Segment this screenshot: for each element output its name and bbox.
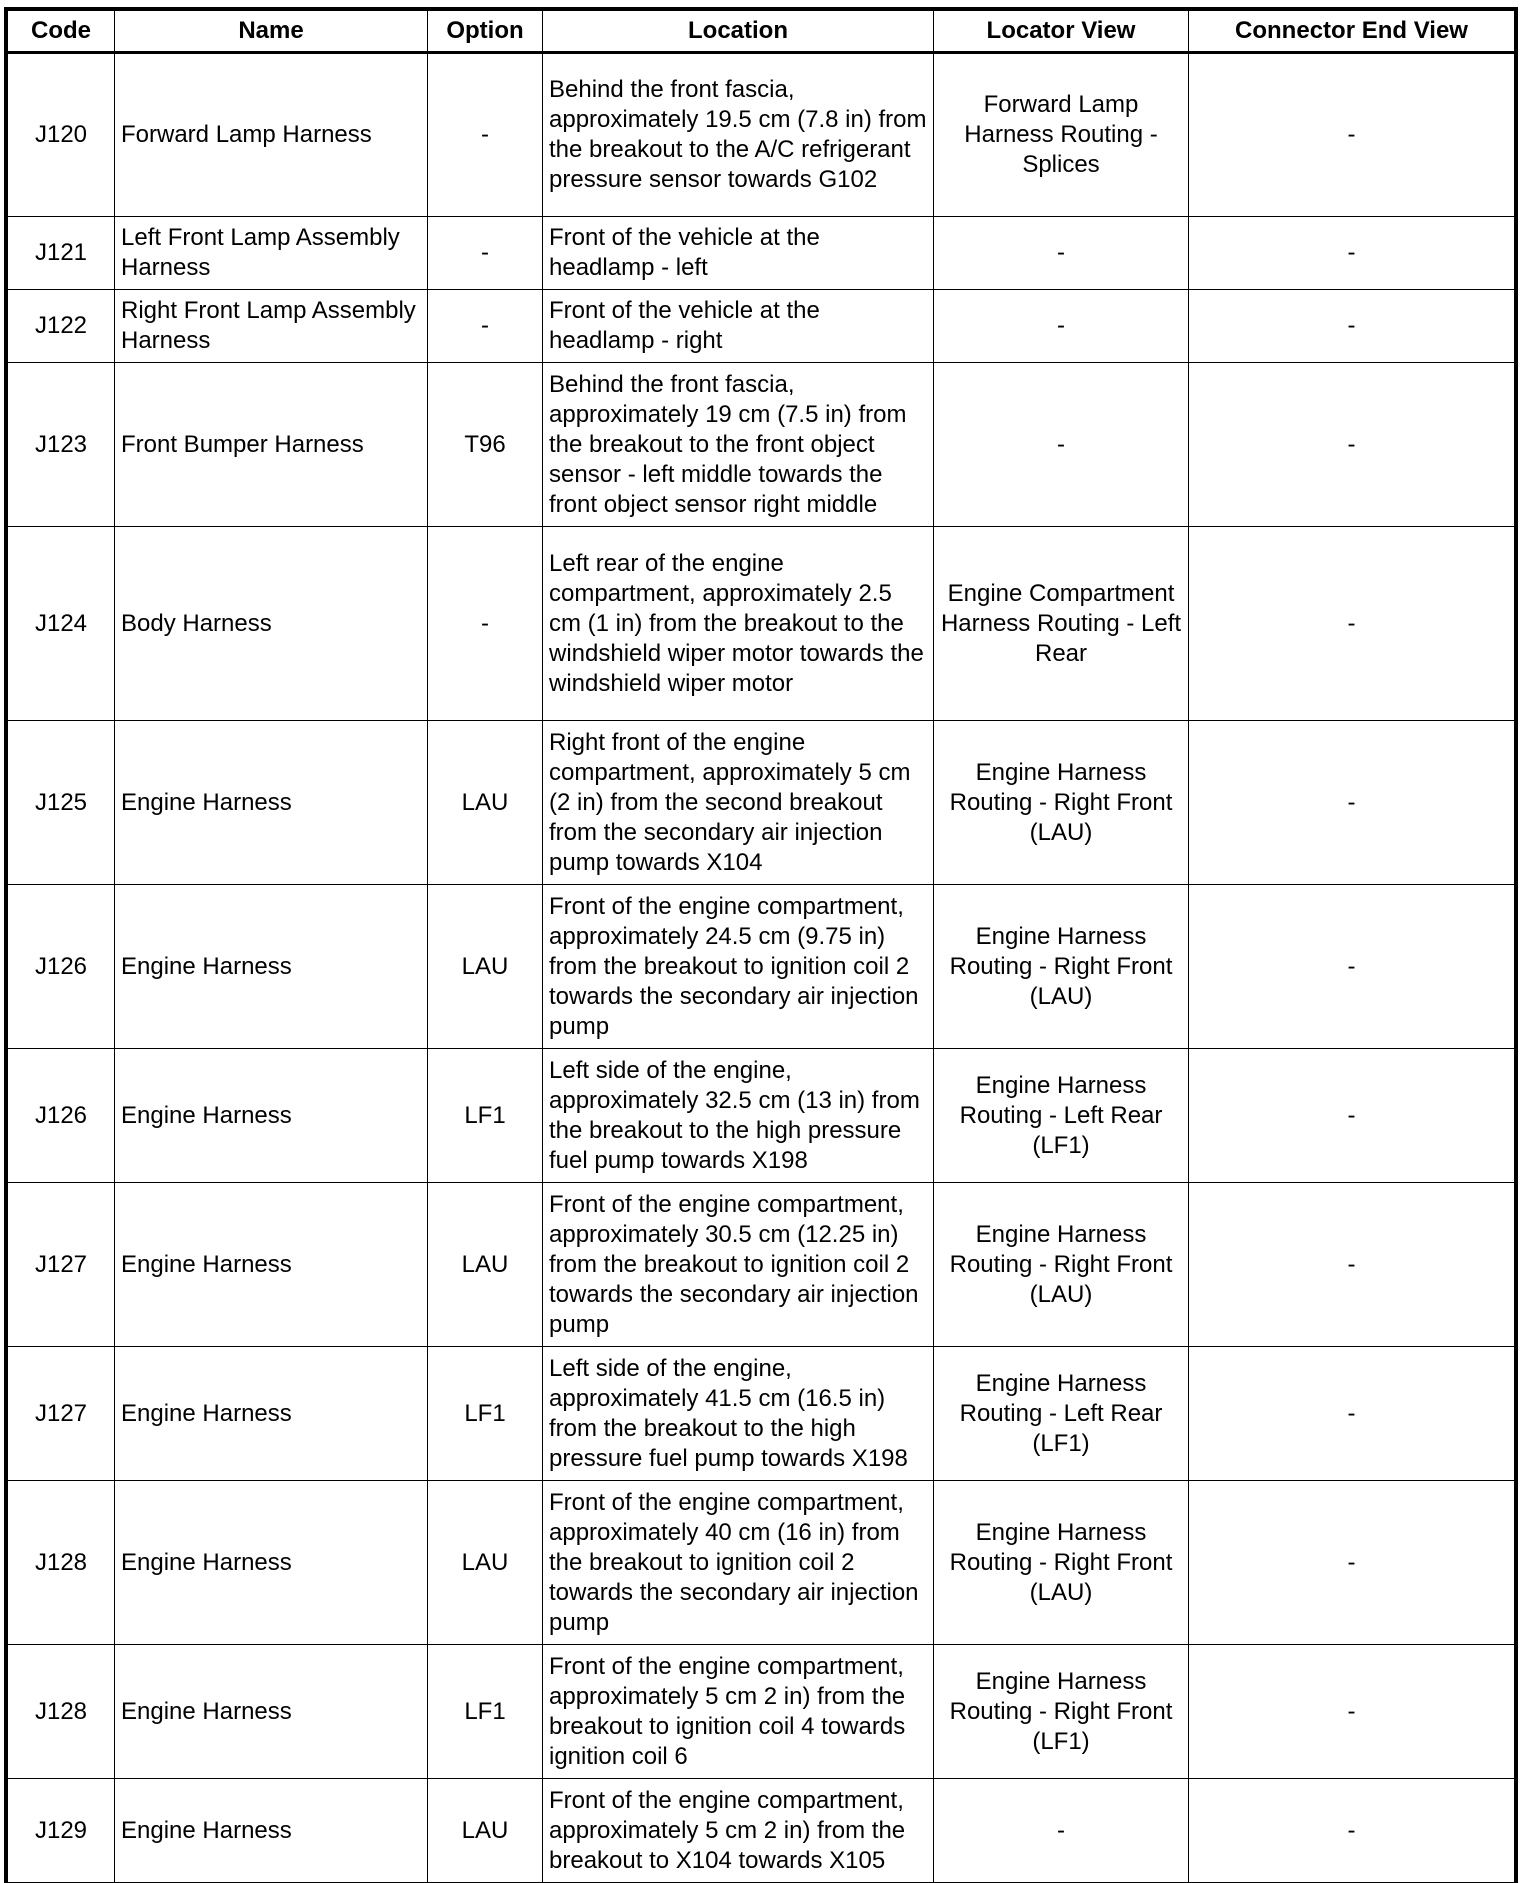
cell-name: Engine Harness <box>115 1049 428 1183</box>
table-row <box>8 1183 1515 1347</box>
cell-option: LF1 <box>428 1645 543 1779</box>
cell-code: J129 <box>8 1779 115 1883</box>
cell-location: Left side of the engine, approximately 41.5 cm (16.5 in) from the breakout to the high pressure fuel pump towards X198 <box>543 1347 934 1481</box>
cell-connector-end-view: - <box>1189 885 1515 1049</box>
cell-code: J120 <box>8 53 115 217</box>
cell-name: Engine Harness <box>115 1481 428 1645</box>
cell-locator-view: Engine Harness Routing - Right Front (LAU) <box>934 1481 1189 1645</box>
header-name: Name <box>115 11 428 53</box>
cell-code: J122 <box>8 290 115 363</box>
cell-name: Body Harness <box>115 527 428 721</box>
cell-code: J127 <box>8 1183 115 1347</box>
cell-code: J126 <box>8 1049 115 1183</box>
cell-connector-end-view: - <box>1189 217 1515 290</box>
cell-code: J123 <box>8 363 115 527</box>
cell-connector-end-view: - <box>1189 1645 1515 1779</box>
cell-location: Front of the engine compartment, approximately 30.5 cm (12.25 in) from the breakout to ignition coil 2 towards the secondary air injection pump <box>543 1183 934 1347</box>
cell-connector-end-view: - <box>1189 1049 1515 1183</box>
header-location: Location <box>543 11 934 53</box>
cell-code: J126 <box>8 885 115 1049</box>
cell-name: Engine Harness <box>115 1645 428 1779</box>
header-code: Code <box>8 11 115 53</box>
cell-locator-view: - <box>934 363 1189 527</box>
cell-location: Behind the front fascia, approximately 19.5 cm (7.8 in) from the breakout to the A/C refrigerant pressure sensor towards G102 <box>543 53 934 217</box>
cell-location: Front of the vehicle at the headlamp - left <box>543 217 934 290</box>
table-row <box>8 290 1515 363</box>
cell-code: J127 <box>8 1347 115 1481</box>
cell-connector-end-view: - <box>1189 1481 1515 1645</box>
cell-locator-view: Engine Harness Routing - Right Front (LAU) <box>934 885 1189 1049</box>
cell-location: Front of the engine compartment, approximately 5 cm 2 in) from the breakout to X104 towards X105 <box>543 1779 934 1883</box>
cell-location: Left side of the engine, approximately 32.5 cm (13 in) from the breakout to the high pressure fuel pump towards X198 <box>543 1049 934 1183</box>
table-row <box>8 53 1515 217</box>
header-connector-end-view: Connector End View <box>1189 11 1515 53</box>
table-row <box>8 1645 1515 1779</box>
table-body <box>8 53 1515 1883</box>
cell-code: J128 <box>8 1645 115 1779</box>
cell-connector-end-view: - <box>1189 363 1515 527</box>
table-row <box>8 1481 1515 1645</box>
cell-name: Forward Lamp Harness <box>115 53 428 217</box>
cell-location: Left rear of the engine compartment, approximately 2.5 cm (1 in) from the breakout to the windshield wiper motor towards the windshield wiper motor <box>543 527 934 721</box>
table-row <box>8 1779 1515 1883</box>
header-row <box>8 11 1515 53</box>
cell-connector-end-view: - <box>1189 1183 1515 1347</box>
cell-option: LF1 <box>428 1049 543 1183</box>
cell-option: LAU <box>428 1779 543 1883</box>
splice-location-table <box>7 10 1515 1883</box>
table-row <box>8 217 1515 290</box>
cell-location: Right front of the engine compartment, approximately 5 cm (2 in) from the second breakout from the secondary air injection pump towards X104 <box>543 721 934 885</box>
cell-name: Engine Harness <box>115 1779 428 1883</box>
cell-option: - <box>428 217 543 290</box>
cell-option: LF1 <box>428 1347 543 1481</box>
cell-code: J128 <box>8 1481 115 1645</box>
table-row <box>8 527 1515 721</box>
cell-locator-view: - <box>934 217 1189 290</box>
cell-connector-end-view: - <box>1189 1779 1515 1883</box>
cell-locator-view: Engine Harness Routing - Right Front (LF1) <box>934 1645 1189 1779</box>
cell-connector-end-view: - <box>1189 721 1515 885</box>
cell-name: Right Front Lamp Assembly Harness <box>115 290 428 363</box>
cell-location: Front of the engine compartment, approximately 5 cm 2 in) from the breakout to ignition coil 4 towards ignition coil 6 <box>543 1645 934 1779</box>
cell-connector-end-view: - <box>1189 53 1515 217</box>
cell-location: Behind the front fascia, approximately 19 cm (7.5 in) from the breakout to the front object sensor - left middle towards the front object sensor right middle <box>543 363 934 527</box>
cell-locator-view: - <box>934 290 1189 363</box>
cell-locator-view: - <box>934 1779 1189 1883</box>
header-locator-view: Locator View <box>934 11 1189 53</box>
cell-name: Engine Harness <box>115 1347 428 1481</box>
cell-locator-view: Engine Harness Routing - Right Front (LAU) <box>934 1183 1189 1347</box>
table-header <box>8 11 1515 53</box>
cell-name: Front Bumper Harness <box>115 363 428 527</box>
cell-option: LAU <box>428 721 543 885</box>
table-row <box>8 885 1515 1049</box>
cell-option: LAU <box>428 1183 543 1347</box>
table-row <box>8 363 1515 527</box>
cell-option: LAU <box>428 1481 543 1645</box>
cell-connector-end-view: - <box>1189 290 1515 363</box>
cell-locator-view: Engine Harness Routing - Left Rear (LF1) <box>934 1347 1189 1481</box>
cell-location: Front of the engine compartment, approximately 40 cm (16 in) from the breakout to ignition coil 2 towards the secondary air injection pump <box>543 1481 934 1645</box>
cell-locator-view: Forward Lamp Harness Routing - Splices <box>934 53 1189 217</box>
cell-option: T96 <box>428 363 543 527</box>
table-row <box>8 721 1515 885</box>
cell-connector-end-view: - <box>1189 1347 1515 1481</box>
cell-code: J125 <box>8 721 115 885</box>
cell-name: Left Front Lamp Assembly Harness <box>115 217 428 290</box>
cell-locator-view: Engine Harness Routing - Left Rear (LF1) <box>934 1049 1189 1183</box>
table-row <box>8 1049 1515 1183</box>
table-row <box>8 1347 1515 1481</box>
cell-option: LAU <box>428 885 543 1049</box>
cell-option: - <box>428 290 543 363</box>
cell-location: Front of the engine compartment, approximately 24.5 cm (9.75 in) from the breakout to ignition coil 2 towards the secondary air injection pump <box>543 885 934 1049</box>
cell-location: Front of the vehicle at the headlamp - right <box>543 290 934 363</box>
cell-option: - <box>428 53 543 217</box>
cell-name: Engine Harness <box>115 1183 428 1347</box>
cell-code: J121 <box>8 217 115 290</box>
cell-locator-view: Engine Compartment Harness Routing - Left Rear <box>934 527 1189 721</box>
cell-option: - <box>428 527 543 721</box>
cell-name: Engine Harness <box>115 885 428 1049</box>
header-option: Option <box>428 11 543 53</box>
cell-locator-view: Engine Harness Routing - Right Front (LAU) <box>934 721 1189 885</box>
cell-code: J124 <box>8 527 115 721</box>
cell-connector-end-view: - <box>1189 527 1515 721</box>
cell-name: Engine Harness <box>115 721 428 885</box>
